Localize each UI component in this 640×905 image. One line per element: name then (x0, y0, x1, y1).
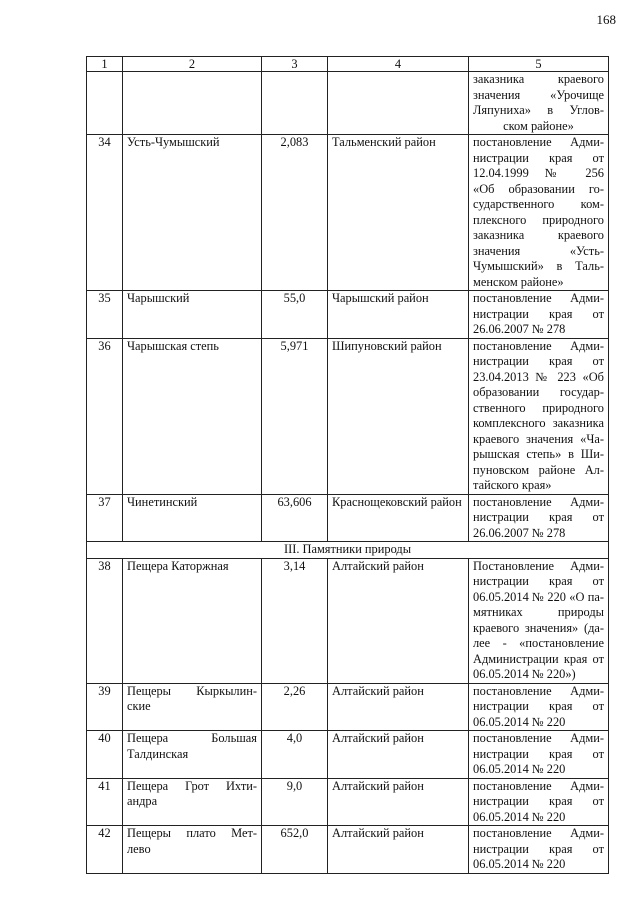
table-row (87, 558, 609, 683)
area-name-line: Чарышский (127, 291, 190, 305)
section-heading-row (87, 542, 609, 559)
row-number-cell: 35 (87, 291, 123, 339)
legal-basis-cell (469, 291, 609, 339)
legal-basis-line: ском районе» (503, 118, 574, 133)
legal-basis-line: постановление Адми- (473, 826, 604, 840)
area-name-cell (123, 72, 262, 135)
legal-basis-line: Постановление Адми- (473, 558, 604, 573)
legal-basis-cell (469, 778, 609, 826)
legal-basis-line: 23.04.2013 № 223 «Об (473, 369, 604, 384)
district-cell: Тальменский район (328, 135, 469, 291)
area-size-cell: 63,606 (262, 494, 328, 542)
legal-basis-line: нистрации края от (473, 354, 604, 368)
column-header: 5 (469, 57, 609, 72)
section-title: III. Памятники природы (87, 542, 609, 559)
legal-basis-line: краевого значения «Ча- (473, 431, 604, 446)
legal-basis-line: нистрации края от (473, 699, 604, 713)
legal-basis-line: 26.06.2007 № 278 (473, 525, 566, 540)
legal-basis-cell (469, 683, 609, 731)
area-name-line: лево (127, 841, 151, 856)
legal-basis-line: нистрации края от (473, 574, 604, 588)
table-row (87, 778, 609, 826)
area-name-line: андра (127, 794, 158, 808)
legal-basis-line: комплексного заказника (473, 416, 604, 430)
legal-basis-line: значения «Усть- (473, 243, 604, 258)
legal-basis-line: 06.05.2014 № 220 (473, 809, 566, 824)
area-name-line: Пещеры плато Мет- (127, 826, 257, 840)
area-name-cell (123, 291, 262, 339)
area-size-cell: 4,0 (262, 731, 328, 779)
legal-basis-line: постановление Адми- (473, 494, 604, 509)
area-name-line: Чинетинский (127, 494, 198, 509)
area-size-cell: 2,083 (262, 135, 328, 291)
area-name-cell (123, 826, 262, 874)
legal-basis-line: лее - «постановление (473, 636, 604, 650)
area-size-cell: 2,26 (262, 683, 328, 731)
column-header: 4 (328, 57, 469, 72)
area-size-cell: 9,0 (262, 778, 328, 826)
area-name-cell (123, 683, 262, 731)
legal-basis-cell (469, 135, 609, 291)
area-name-cell (123, 731, 262, 779)
legal-basis-line: постановление Адми- (473, 683, 604, 698)
area-size-cell (262, 72, 328, 135)
district-cell: Краснощековский район (328, 494, 469, 542)
row-number-cell (87, 72, 123, 135)
legal-basis-line: 06.05.2014 № 220 «О па- (473, 589, 604, 604)
row-number-cell: 40 (87, 731, 123, 779)
table-header-row (87, 57, 609, 72)
legal-basis-line: образовании государ- (473, 385, 604, 399)
area-size-cell: 5,971 (262, 338, 328, 494)
row-number-cell: 37 (87, 494, 123, 542)
legal-basis-line: мятниках природы (473, 605, 604, 619)
area-size-cell: 652,0 (262, 826, 328, 874)
district-cell: Алтайский район (328, 778, 469, 826)
table-row (87, 72, 609, 135)
legal-basis-line: 06.05.2014 № 220 (473, 762, 566, 776)
legal-basis-line: пуновском районе Ал- (473, 462, 604, 477)
legal-basis-line: заказника краевого (473, 228, 604, 242)
row-number-cell: 39 (87, 683, 123, 731)
row-number-cell: 41 (87, 778, 123, 826)
area-name-line: Пещера Грот Ихти- (127, 778, 257, 793)
legal-basis-line: рышская степь» в Ши- (473, 447, 604, 461)
area-name-cell (123, 558, 262, 683)
legal-basis-line: постановление Адми- (473, 778, 604, 793)
row-number-cell: 38 (87, 558, 123, 683)
legal-basis-line: краевого значения» (да- (473, 620, 604, 635)
table-row (87, 494, 609, 542)
column-header: 3 (262, 57, 328, 72)
district-cell (328, 72, 469, 135)
area-name-cell (123, 778, 262, 826)
legal-basis-line: постановление Адми- (473, 731, 604, 745)
legal-basis-line: 12.04.1999 № 256 (473, 166, 604, 180)
legal-basis-line: 26.06.2007 № 278 (473, 322, 566, 336)
legal-basis-line: 06.05.2014 № 220 (473, 714, 566, 729)
legal-basis-line: плексного природного (473, 212, 604, 227)
legal-basis-line: Чумышский» в Таль- (473, 259, 604, 273)
area-name-line: Чарышская степь (127, 338, 219, 353)
legal-basis-line: 06.05.2014 № 220») (473, 667, 576, 681)
legal-basis-line: сударственного ком- (473, 197, 604, 211)
district-cell: Алтайский район (328, 558, 469, 683)
area-size-cell: 3,14 (262, 558, 328, 683)
legal-basis-cell (469, 731, 609, 779)
legal-basis-line: тайского края» (473, 478, 552, 492)
area-name-cell (123, 135, 262, 291)
legal-basis-line: нистрации края от (473, 510, 604, 524)
area-name-line: ские (127, 699, 151, 713)
legal-basis-cell (469, 72, 609, 135)
legal-basis-line: менском районе» (473, 274, 564, 289)
legal-basis-line: нистрации края от (473, 306, 604, 321)
legal-basis-cell (469, 338, 609, 494)
area-name-line: Пещеры Кыркылин- (127, 683, 257, 698)
legal-basis-cell (469, 494, 609, 542)
legal-basis-line: нистрации края от (473, 746, 604, 761)
protected-areas-table (86, 56, 609, 874)
district-cell: Алтайский район (328, 826, 469, 874)
legal-basis-line: нистрации края от (473, 841, 604, 856)
table-row (87, 683, 609, 731)
legal-basis-line: ственного природного (473, 400, 604, 415)
area-name-cell (123, 494, 262, 542)
row-number-cell: 42 (87, 826, 123, 874)
table-row (87, 826, 609, 874)
area-name-line: Усть-Чумышский (127, 135, 220, 149)
district-cell: Шипуновский район (328, 338, 469, 494)
area-name-line: Талдинская (127, 746, 189, 761)
table-row (87, 731, 609, 779)
column-header: 2 (123, 57, 262, 72)
legal-basis-cell (469, 558, 609, 683)
area-size-cell: 55,0 (262, 291, 328, 339)
row-number-cell: 34 (87, 135, 123, 291)
legal-basis-line: 06.05.2014 № 220 (473, 857, 566, 871)
legal-basis-line: заказника краевого (473, 72, 604, 86)
district-cell: Алтайский район (328, 731, 469, 779)
page-number: 168 (596, 12, 616, 27)
legal-basis-line: постановление Адми- (473, 291, 604, 305)
legal-basis-line: значения «Урочище (473, 87, 604, 102)
table-row (87, 135, 609, 291)
row-number-cell: 36 (87, 338, 123, 494)
legal-basis-line: Администрации края от (473, 651, 604, 666)
area-name-cell (123, 338, 262, 494)
area-name-line: Пещера Каторжная (127, 558, 229, 573)
table-row (87, 291, 609, 339)
district-cell: Алтайский район (328, 683, 469, 731)
table-row (87, 338, 609, 494)
legal-basis-line: нистрации края от (473, 150, 604, 165)
district-cell: Чарышский район (328, 291, 469, 339)
legal-basis-line: «Об образовании го- (473, 181, 604, 196)
area-name-line: Пещера Большая (127, 731, 257, 745)
column-header: 1 (87, 57, 123, 72)
legal-basis-line: постановление Адми- (473, 338, 604, 353)
legal-basis-line: нистрации края от (473, 794, 604, 808)
legal-basis-cell (469, 826, 609, 874)
legal-basis-line: постановление Адми- (473, 135, 604, 149)
legal-basis-line: Ляпуниха» в Углов- (473, 103, 604, 117)
